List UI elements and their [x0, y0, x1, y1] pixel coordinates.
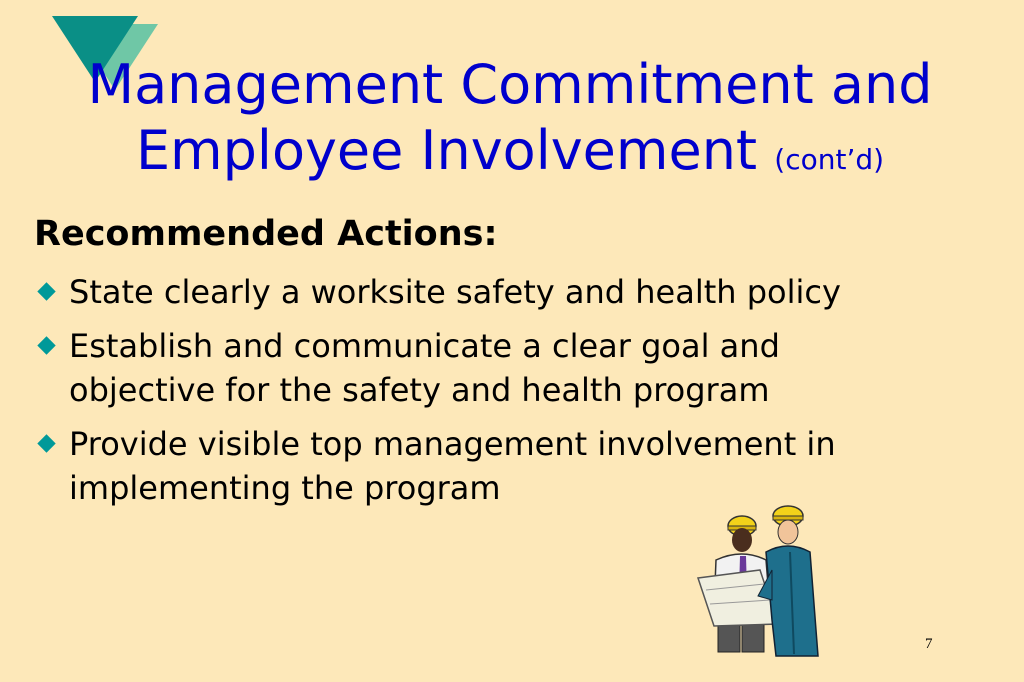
- title-line-1: Management Commitment and: [87, 53, 933, 116]
- diamond-bullet-icon: [37, 434, 55, 452]
- construction-workers-clipart: [680, 500, 840, 660]
- title-suffix: (cont’d): [774, 143, 885, 176]
- bullet-item: [36, 270, 916, 314]
- bullet-text: Establish and communicate a clear goal and objective for the safety and health program: [69, 327, 780, 409]
- bullet-item: [36, 324, 916, 412]
- bullet-list: [36, 270, 916, 520]
- bullet-item: [36, 422, 916, 510]
- diamond-bullet-icon: [37, 282, 55, 300]
- title-line-2: Employee Involvement: [135, 119, 758, 182]
- section-heading: Recommended Actions:: [34, 214, 498, 254]
- slide-title: [20, 52, 1000, 193]
- bullet-text: State clearly a worksite safety and health policy: [69, 273, 841, 311]
- bullet-text: Provide visible top management involvement in implementing the program: [69, 425, 836, 507]
- page-number: 7: [925, 636, 933, 652]
- diamond-bullet-icon: [37, 336, 55, 354]
